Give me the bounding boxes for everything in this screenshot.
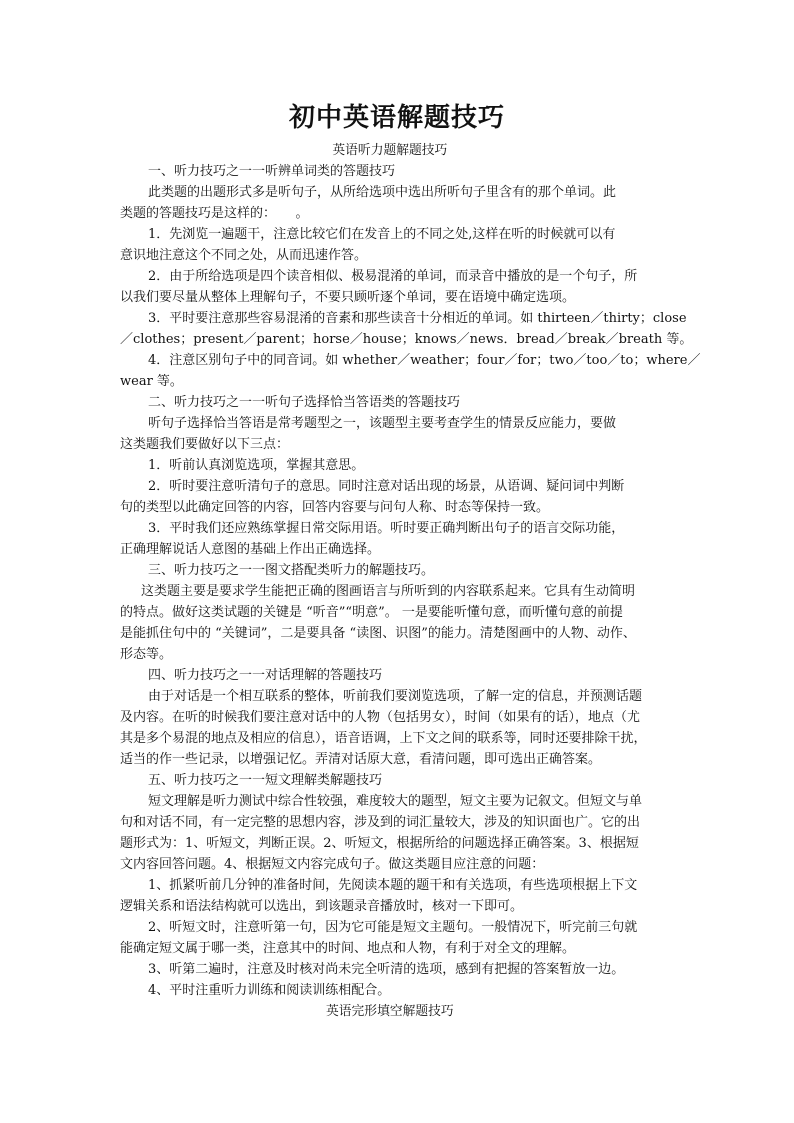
paragraph-line: 是能抓住句中的 “关键词”，二是要具备 “读图、识图”的能力。清楚图画中的人物、动作、: [120, 626, 636, 641]
paragraph-line: wear 等。: [120, 374, 183, 389]
paragraph-line: 1、抓紧听前几分钟的准备时间，先阅读本题的题干和有关选项，有些选项根据上下文: [148, 878, 638, 893]
paragraph-line: 正确理解说话人意图的基础上作出正确选择。: [120, 542, 381, 557]
paragraph-line: 其是多个易混的地点及相应的信息），语音语调，上下文之间的联系等，同时还要排除干扰，: [120, 731, 647, 746]
heading-2: 二、听力技巧之一一听句子选择恰当答语类的答题技巧: [148, 395, 461, 410]
subtitle-listening: 英语听力题解题技巧: [332, 143, 448, 158]
heading-5: 五、听力技巧之一一短文理解类解题技巧: [148, 773, 383, 788]
heading-1: 一、听力技巧之一一听辨单词类的答题技巧: [148, 164, 396, 179]
paragraph-line: 1．听前认真浏览选项，掌握其意思。: [148, 458, 365, 473]
paragraph-line: 文内容回答问题。4、根据短文内容完成句子。做这类题目应注意的问题：: [120, 857, 545, 872]
heading-4: 四、听力技巧之一一对话理解的答题技巧: [148, 668, 383, 683]
paragraph-line: 能确定短文属于哪一类，注意其中的时间、地点和人物，有利于对全文的理解。: [120, 941, 576, 956]
paragraph-line: 类题的答题技巧是这样的： 。: [120, 206, 309, 221]
paragraph-line: 这类题我们要做好以下三点：: [120, 437, 290, 452]
paragraph-line: 句的类型以此确定回答的内容，回答内容要与问句人称、时态等保持一致。: [120, 500, 550, 515]
paragraph-line: 逻辑关系和语法结构就可以选出，到该题录音播放时，核对一下即可。: [120, 899, 524, 914]
paragraph-line: 3、听第二遍时，注意及时核对尚未完全听清的选项，感到有把握的答案暂放一边。: [148, 962, 625, 977]
paragraph-line: 1．先浏览一遍题干，注意比较它们在发音上的不同之处,这样在听的时候就可以有: [148, 227, 616, 242]
paragraph-line: 及内容。在听的时候我们要注意对话中的人物（包括男女），时间（如果有的话），地点（尤: [120, 710, 641, 725]
subtitle-cloze: 英语完形填空解题技巧: [326, 1004, 454, 1019]
paragraph-line: 意识地注意这个不同之处，从而迅速作答。: [120, 248, 368, 263]
paragraph-line: 题形式为：1、听短文，判断正误。2、听短文，根据所给的问题选择正确答案。3、根据短: [120, 836, 639, 851]
paragraph-line: 2．听时要注意听清句子的意思。同时注意对话出现的场景，从语调、疑问词中判断: [148, 479, 625, 494]
paragraph-line: 以我们要尽量从整体上理解句子，不要只顾听逐个单词，要在语境中确定选项。: [120, 290, 576, 305]
paragraph-line: 由于对话是一个相互联系的整体，听前我们要浏览选项，了解一定的信息，并预测话题: [148, 689, 643, 704]
paragraph-line: 4、平时注重听力训练和阅读训练相配合。: [148, 983, 391, 998]
paragraph-line: 这类题主要是要求学生能把正确的图画语言与所听到的内容联系起来。它具有生动简明: [141, 584, 636, 599]
heading-3: 三、听力技巧之一一图文搭配类听力的解题技巧。: [148, 563, 435, 578]
paragraph-line: 的特点。做好这类试题的关键是 “听音”“明意”。 一是要能听懂句意，而听懂句意的前提: [120, 605, 623, 620]
paragraph-line: 短文理解是听力测试中综合性较强，难度较大的题型，短文主要为记叙文。但短文与单: [148, 794, 643, 809]
paragraph-line: 2、听短文时，注意听第一句，因为它可能是短文主题句。一般情况下，听完前三句就: [148, 920, 638, 935]
paragraph-line: 3．平时我们还应熟练掌握日常交际用语。听时要正确判断出句子的语言交际功能，: [148, 521, 625, 536]
paragraph-line: 形态等。: [120, 647, 173, 662]
paragraph-line: 适当的作一些记录，以增强记忆。弄清对话原大意，看清问题，即可选出正确答案。: [120, 752, 602, 767]
paragraph-line: ／clothes；present／parent；horse／house；knows／news．bread／break／breath 等。: [120, 332, 693, 347]
paragraph-line: 此类题的出题形式多是听句子，从所给选项中选出所听句子里含有的那个单词。此: [148, 185, 617, 200]
paragraph-line: 3．平时要注意那些容易混淆的音素和那些读音十分相近的单词。如 thirteen／thirty；close: [148, 311, 687, 326]
document-title: 初中英语解题技巧: [288, 103, 505, 133]
paragraph-line: 4．注意区别句子中的同音词。如 whether／weather；four／for；two／too／to；where／: [148, 353, 701, 368]
paragraph-line: 2．由于所给选项是四个读音相似、极易混淆的单词，而录音中播放的是一个句子，所: [148, 269, 638, 284]
paragraph-line: 句和对话不同，有一定完整的思想内容，涉及到的词汇量较大，涉及的知识面也广。它的出: [120, 815, 641, 830]
paragraph-line: 听句子选择恰当答语是常考题型之一，该题型主要考查学生的情景反应能力，要做: [148, 416, 617, 431]
